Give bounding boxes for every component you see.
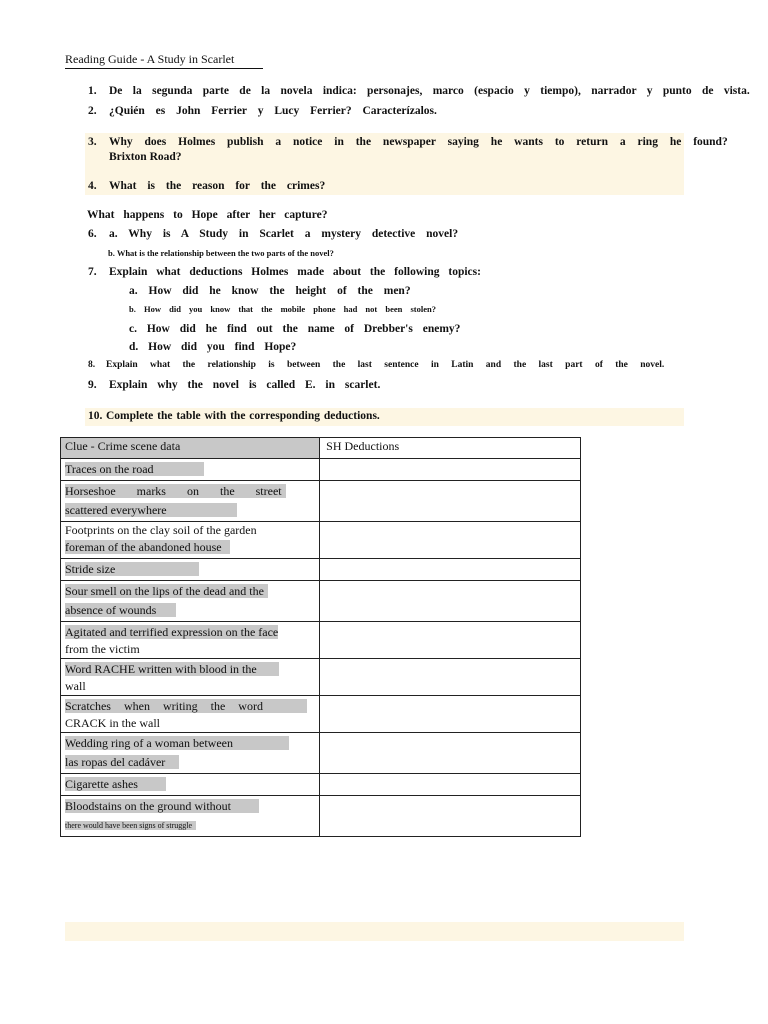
clue-line: wall xyxy=(65,679,86,693)
question-number: 10. xyxy=(88,410,103,422)
clue-cell xyxy=(61,522,320,559)
question-number: 4. xyxy=(88,180,97,192)
question-text: Explain what the relationship is between the last sentence in Latin and the last part of the novel. xyxy=(106,360,665,370)
deduction-cell[interactable] xyxy=(320,774,581,796)
question-10 xyxy=(88,410,380,422)
document-title: Reading Guide - A Study in Scarlet xyxy=(65,52,263,69)
clue-cell xyxy=(61,622,320,659)
deduction-cell[interactable] xyxy=(320,522,581,559)
table-row xyxy=(61,659,581,696)
question-7b: b. How did you know that the mobile phone had not been stolen? xyxy=(129,304,436,314)
clue-line: CRACK in the wall xyxy=(65,716,160,730)
question-number: 1. xyxy=(88,85,97,97)
clue-cell xyxy=(61,733,320,774)
question-7a: a. How did he know the height of the men? xyxy=(129,285,411,297)
table-row xyxy=(61,481,581,522)
question-3 xyxy=(88,136,728,148)
deductions-table xyxy=(60,437,581,837)
question-text: Why does Holmes publish a notice in the newspaper saying he wants to return a ring he found? xyxy=(109,136,728,148)
table-row xyxy=(61,796,581,837)
clue-line: foreman of the abandoned house xyxy=(65,540,230,554)
clue-cell xyxy=(61,696,320,733)
clue-line: Word RACHE written with blood in the xyxy=(65,662,279,676)
question-text: Complete the table with the corresponding deductions. xyxy=(106,410,380,422)
deduction-cell[interactable] xyxy=(320,559,581,581)
question-7c: c. How did he find out the name of Drebber's enemy? xyxy=(129,323,461,335)
clue-line: Traces on the road xyxy=(65,462,204,476)
question-5: What happens to Hope after her capture? xyxy=(87,209,328,221)
table-row xyxy=(61,733,581,774)
clue-cell xyxy=(61,659,320,696)
clue-cell xyxy=(61,796,320,837)
table-header-row xyxy=(61,438,581,459)
question-7d: d. How did you find Hope? xyxy=(129,341,297,353)
clue-line: scattered everywhere xyxy=(65,503,237,517)
deduction-cell[interactable] xyxy=(320,659,581,696)
table-row xyxy=(61,522,581,559)
clue-cell xyxy=(61,459,320,481)
table-row xyxy=(61,622,581,659)
table-row xyxy=(61,696,581,733)
clue-line: from the victim xyxy=(65,642,140,656)
clue-line: Agitated and terrified expression on the face xyxy=(65,625,279,639)
clue-line: there would have been signs of struggle xyxy=(65,821,196,830)
table-row xyxy=(61,459,581,481)
clue-line: absence of wounds xyxy=(65,603,176,617)
question-text: What is the reason for the crimes? xyxy=(109,180,326,192)
highlight-band-bottom xyxy=(65,922,684,941)
deduction-cell[interactable] xyxy=(320,696,581,733)
deduction-cell[interactable] xyxy=(320,733,581,774)
question-number: 3. xyxy=(88,136,97,148)
deduction-cell[interactable] xyxy=(320,481,581,522)
clue-cell xyxy=(61,581,320,622)
question-4 xyxy=(88,180,325,192)
header-clue: Clue - Crime scene data xyxy=(61,438,320,459)
question-text: Explain why the novel is called E. in scarlet. xyxy=(109,379,381,391)
deduction-cell[interactable] xyxy=(320,796,581,837)
clue-cell xyxy=(61,481,320,522)
table-row xyxy=(61,559,581,581)
question-number: 8. xyxy=(88,360,96,370)
clue-line: Footprints on the clay soil of the garden xyxy=(65,523,257,537)
clue-line: Stride size xyxy=(65,562,199,576)
clue-line: Sour smell on the lips of the dead and the xyxy=(65,584,268,598)
question-3-line-2: Brixton Road? xyxy=(109,151,182,163)
clue-line: Bloodstains on the ground without xyxy=(65,799,259,813)
question-number: 2. xyxy=(88,105,97,117)
clue-cell xyxy=(61,774,320,796)
question-text: De la segunda parte de la novela indica: personajes, marco (espacio y tiempo), narrador y punto de vista. xyxy=(109,85,750,97)
question-number: 6. xyxy=(88,228,97,240)
clue-line: Wedding ring of a woman between xyxy=(65,736,289,750)
question-6a-text: a. Why is A Study in Scarlet a mystery detective novel? xyxy=(109,228,459,240)
header-deductions: SH Deductions xyxy=(320,438,581,459)
question-8 xyxy=(88,360,664,370)
clue-line: Horseshoe marks on the street xyxy=(65,484,286,498)
deduction-cell[interactable] xyxy=(320,622,581,659)
question-number: 9. xyxy=(88,379,97,391)
question-9 xyxy=(88,379,380,391)
question-6b: b. What is the relationship between the two parts of the novel? xyxy=(108,248,334,258)
clue-line: Scratches when writing the word xyxy=(65,699,307,713)
clue-line: Cigarette ashes xyxy=(65,777,166,791)
question-6 xyxy=(88,228,458,240)
question-1 xyxy=(88,85,750,97)
question-2 xyxy=(88,105,437,117)
clue-line: las ropas del cadáver xyxy=(65,755,179,769)
question-number: 7. xyxy=(88,266,97,278)
question-7 xyxy=(88,266,481,278)
deduction-cell[interactable] xyxy=(320,581,581,622)
question-text: Explain what deductions Holmes made about the following topics: xyxy=(109,266,481,278)
table-row xyxy=(61,774,581,796)
question-text: ¿Quién es John Ferrier y Lucy Ferrier? Caracterízalos. xyxy=(109,105,437,117)
table-row xyxy=(61,581,581,622)
deduction-cell[interactable] xyxy=(320,459,581,481)
clue-cell xyxy=(61,559,320,581)
